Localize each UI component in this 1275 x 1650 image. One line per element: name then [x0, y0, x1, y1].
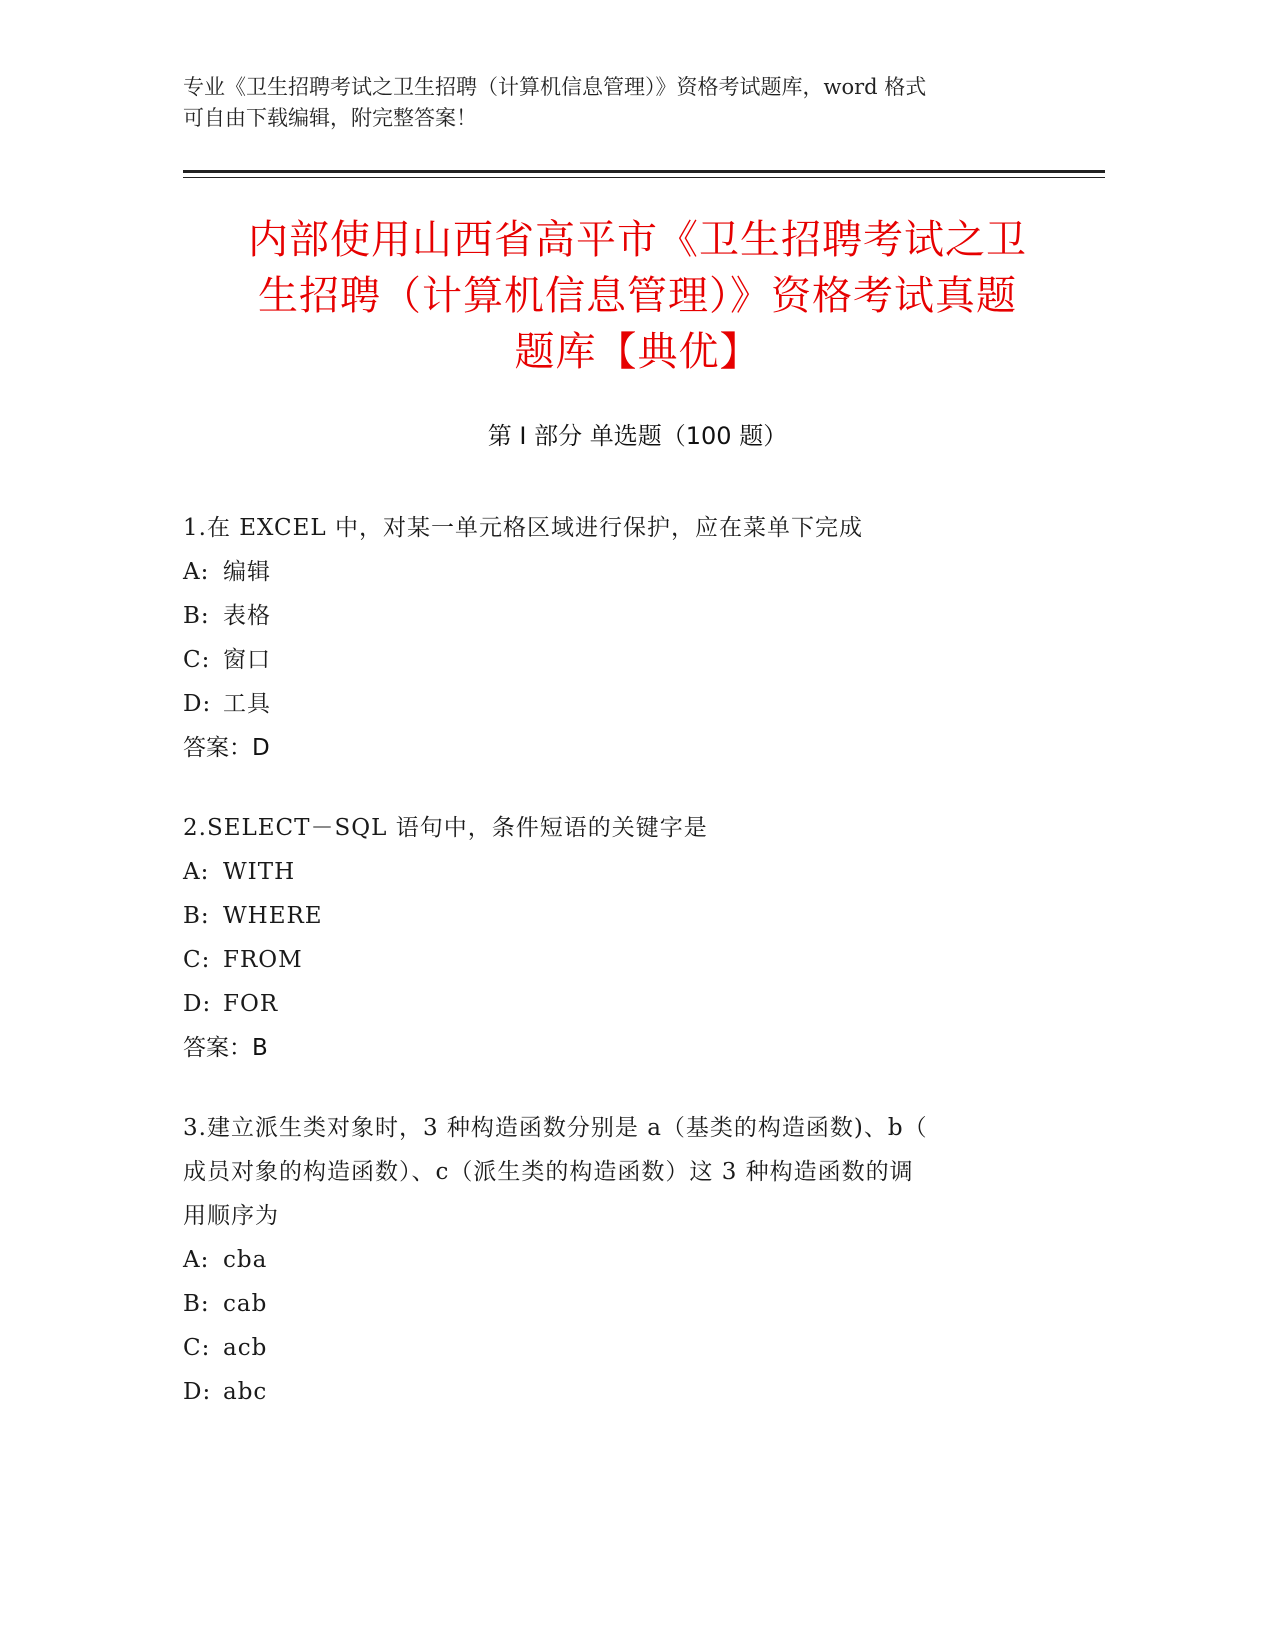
question-list	[183, 506, 1043, 1450]
option-text: 工具	[223, 691, 271, 717]
option-a	[183, 1238, 1043, 1282]
option-c	[183, 1326, 1043, 1370]
question-stem-line-2: 成员对象的构造函数）、c（派生类的构造函数）这 3 种构造函数的调	[183, 1159, 914, 1185]
option-b	[183, 1282, 1043, 1326]
header-line-1: 专业《卫生招聘考试之卫生招聘（计算机信息管理）》资格考试题库，word 格式	[183, 75, 927, 99]
option-text: WHERE	[223, 903, 323, 929]
option-text: cab	[223, 1291, 268, 1317]
option-a	[183, 550, 1043, 594]
option-d	[183, 682, 1043, 726]
question-3	[183, 1106, 1043, 1414]
question-stem: 1.在 EXCEL 中，对某一单元格区域进行保护，应在菜单下完成	[183, 515, 863, 541]
question-1	[183, 506, 1043, 770]
option-a	[183, 850, 1043, 894]
option-text: FROM	[223, 947, 303, 973]
document-header	[183, 72, 1083, 134]
option-text: 表格	[223, 603, 271, 629]
header-line-2: 可自由下载编辑，附完整答案！	[183, 106, 477, 130]
option-text: 窗口	[223, 647, 271, 673]
option-text: acb	[223, 1335, 268, 1361]
question-stem: 2.SELECT－SQL 语句中，条件短语的关键字是	[183, 815, 708, 841]
option-text: 编辑	[223, 559, 271, 585]
question-stem-line-1: 3.建立派生类对象时，3 种构造函数分别是 a（基类的构造函数)、b（	[183, 1115, 928, 1141]
option-label: A:	[183, 859, 210, 885]
document-title	[150, 212, 1125, 380]
header-divider-thin	[183, 177, 1105, 178]
section-title: 第 I 部分 单选题（100 题）	[487, 422, 788, 450]
option-label: C:	[183, 947, 211, 973]
option-text: FOR	[223, 991, 279, 1017]
option-label: A:	[183, 559, 210, 585]
option-b	[183, 894, 1043, 938]
option-label: A:	[183, 1247, 210, 1273]
option-label: B:	[183, 903, 210, 929]
option-label: D:	[183, 691, 212, 717]
option-label: B:	[183, 1291, 210, 1317]
option-text: abc	[223, 1379, 268, 1405]
title-line-1: 内部使用山西省高平市《卫生招聘考试之卫	[248, 217, 1027, 263]
option-b	[183, 594, 1043, 638]
question-2	[183, 806, 1043, 1070]
option-text: WITH	[223, 859, 296, 885]
option-label: C:	[183, 1335, 211, 1361]
option-c	[183, 638, 1043, 682]
option-label: B:	[183, 603, 210, 629]
option-c	[183, 938, 1043, 982]
answer-line: 答案：B	[183, 1035, 268, 1061]
answer-line: 答案：D	[183, 735, 270, 761]
option-label: D:	[183, 1379, 212, 1405]
option-text: cba	[223, 1247, 268, 1273]
question-stem-line-3: 用顺序为	[183, 1203, 279, 1229]
option-d	[183, 1370, 1043, 1414]
option-label: D:	[183, 991, 212, 1017]
title-line-2: 生招聘（计算机信息管理）》资格考试真题	[258, 273, 1017, 319]
option-d	[183, 982, 1043, 1026]
title-line-3: 题库【典优】	[514, 329, 761, 375]
option-label: C:	[183, 647, 211, 673]
header-divider-thick	[183, 170, 1105, 173]
